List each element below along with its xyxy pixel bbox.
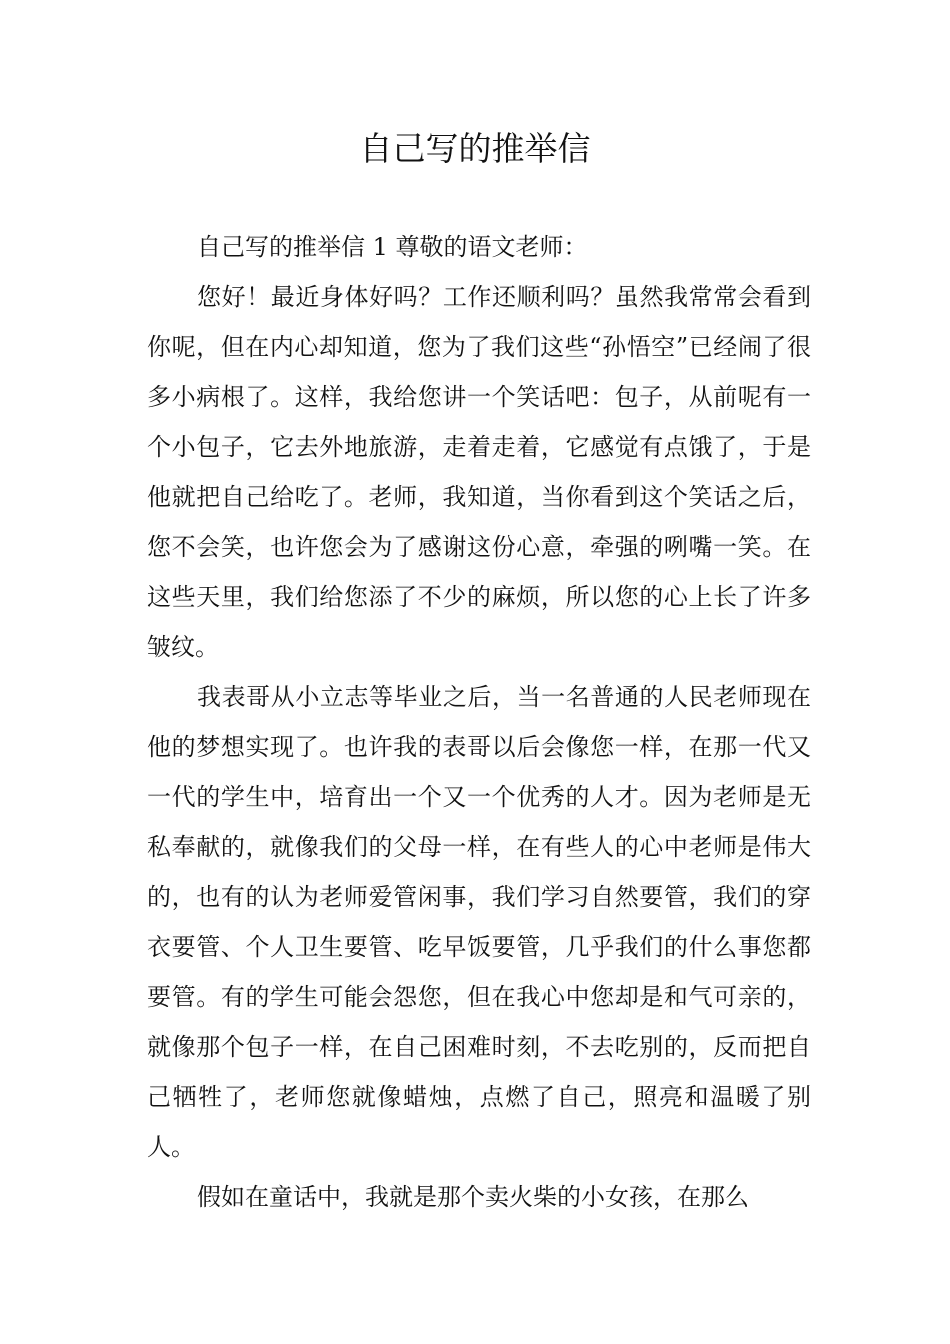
- paragraph-fairy-tale: 假如在童话中，我就是那个卖火柴的小女孩，在那么: [197, 1183, 749, 1211]
- paragraph-cousin-teacher: 我表哥从小立志等毕业之后，当一名普通的人民老师现在他的梦想实现了。也许我的表哥以后会像您一样，在那一代又一代的学生中，培育出一个又一个优秀的人才。因为老师是无私奉献的，就像我们的父母一样，在有些人的心中老师是伟大的，也有的认为老师爱管闲事，我们学习自然要管，我们的穿衣要管、个人卫生要管、吃早饭要管，几乎我们的什么事您都要管。有的学生可能会怨您，但在我心中您却是和气可亲的，就像那个包子一样，在自己困难时刻，不去吃别的，反而把自己牺牲了，老师您就像蜡烛，点燃了自己，照亮和温暖了别人。: [147, 683, 811, 1161]
- paragraph-greeting-and-joke: 您好！最近身体好吗？工作还顺利吗？虽然我常常会看到你呢，但在内心却知道，您为了我们这些“孙悟空”已经闹了很多小病根了。这样，我给您讲一个笑话吧：包子，从前呢有一个小包子，它去外地旅游，走着走着，它感觉有点饿了，于是他就把自己给吃了。老师，我知道，当你看到这个笑话之后，您不会笑，也许您会为了感谢这份心意，牵强的咧嘴一笑。在这些天里，我们给您添了不少的麻烦，所以您的心上长了许多皱纹。: [147, 283, 811, 661]
- paragraph-salutation: 自己写的推举信 1 尊敬的语文老师：: [197, 233, 588, 261]
- document-title: 自己写的推举信: [359, 129, 591, 168]
- document-body: [147, 222, 811, 1222]
